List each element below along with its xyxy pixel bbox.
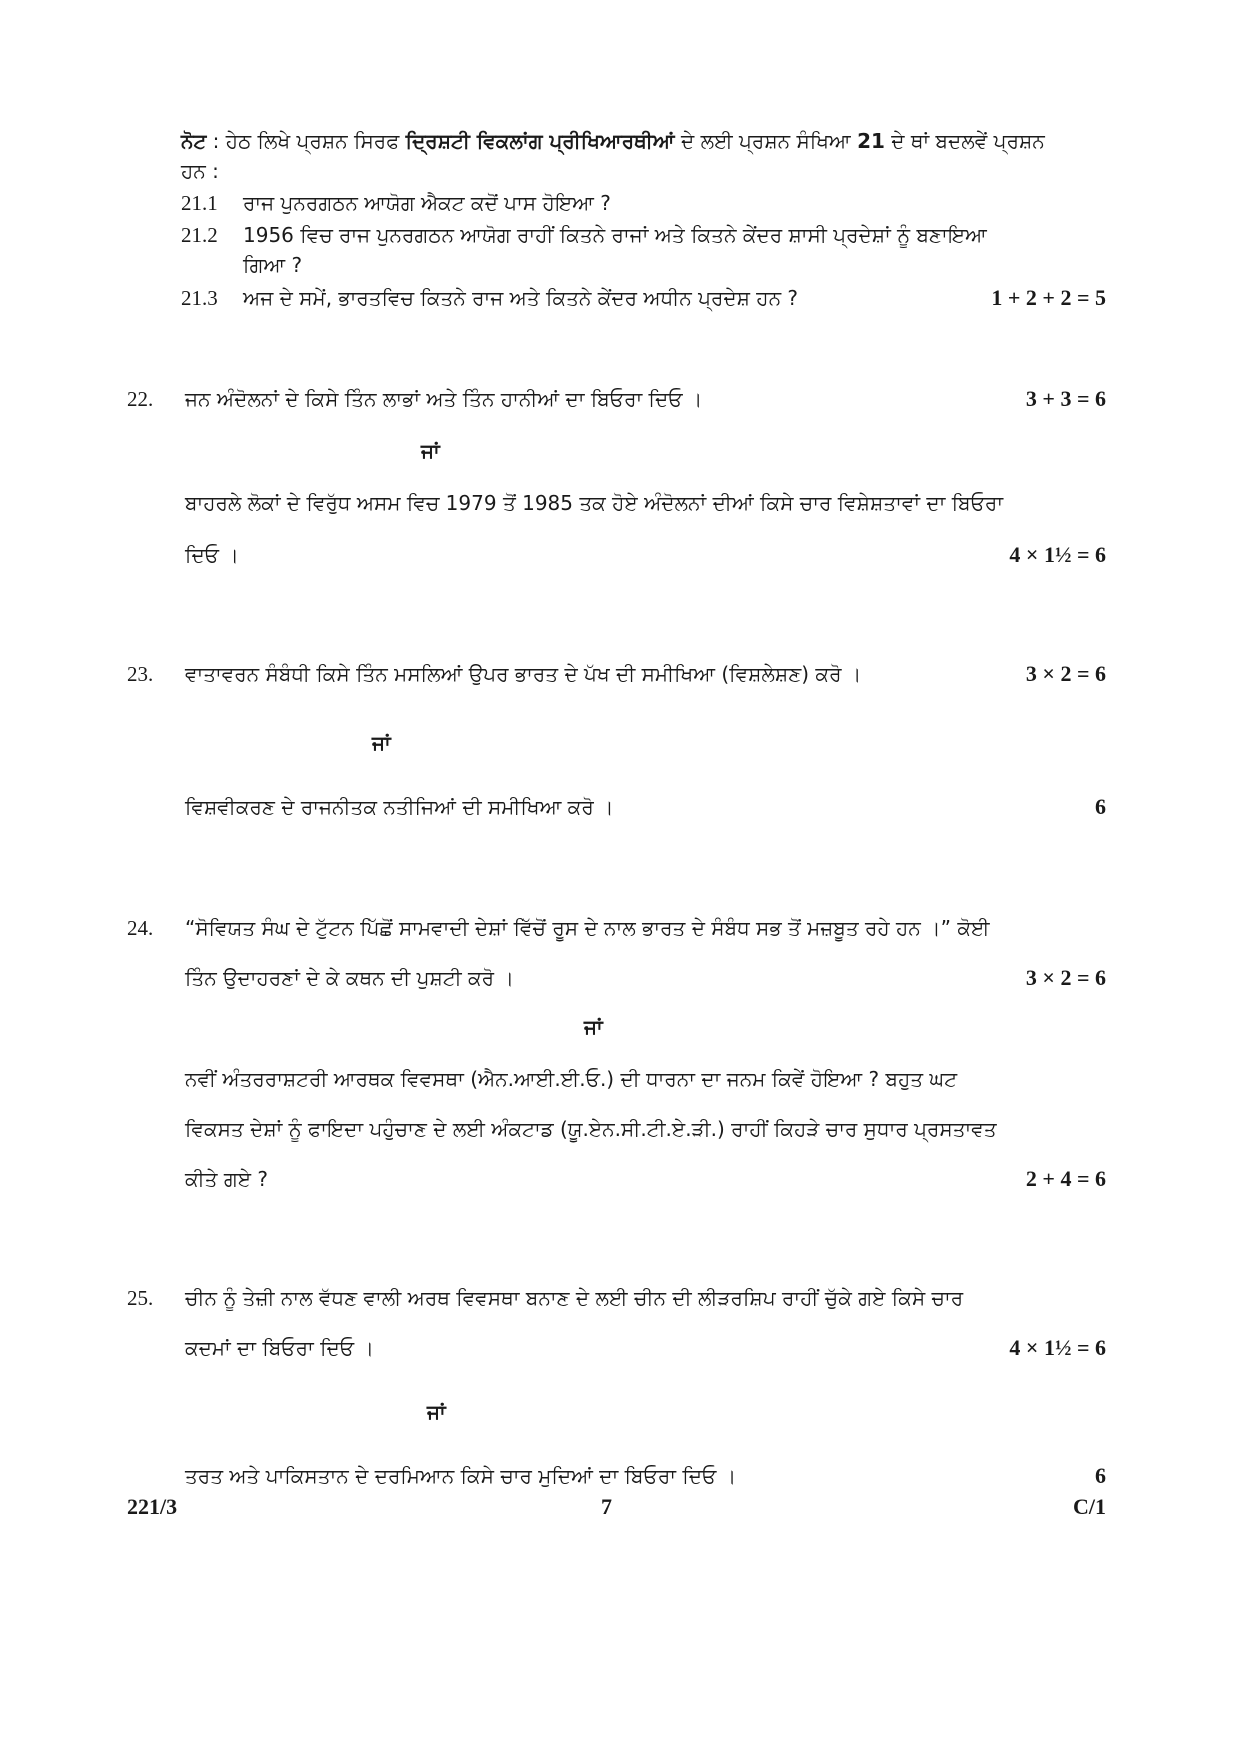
question-23-marks: 3 × 2 = 6 — [1025, 661, 1106, 686]
note-text-3: ਦੇ ਥਾਂ ਬਦਲਵੇਂ ਪ੍ਰਸ਼ਨ — [884, 129, 1045, 153]
subquestion-text: ਅਜ ਦੇ ਸਮੇਂ, ਭਾਰਤਵਿਚ ਕਿਤਨੇ ਰਾਜ ਅਤੇ ਕਿਤਨੇ ਕੇਂਦਰ ਅਧੀਨ ਪ੍ਰਦੇਸ਼ ਹਨ ? — [243, 286, 799, 310]
subquestion-number: 21.2 — [181, 223, 218, 247]
marks-21: 1 + 2 + 2 = 5 — [991, 285, 1106, 310]
subquestion-number: 21.1 — [181, 191, 218, 215]
question-24-alt-marks: 2 + 4 = 6 — [1025, 1166, 1106, 1191]
question-22-alt-line-1: ਬਾਹਰਲੇ ਲੋਕਾਂ ਦੇ ਵਿਰੁੱਧ ਅਸਮ ਵਿਚ 1979 ਤੋਂ 1985 ਤਕ ਹੋਏ ਅੰਦੋਲਨਾਂ ਦੀਆਂ ਕਿਸੇ ਚਾਰ ਵਿਸ਼ੇਸ਼ਤਾਵਾਂ ਦਾ ਬਿਓਰਾ — [185, 491, 1004, 515]
note-label: ਨੋਟ — [181, 129, 207, 153]
question-23-text: ਵਾਤਾਵਰਨ ਸੰਬੰਧੀ ਕਿਸੇ ਤਿੰਨ ਮਸਲਿਆਂ ਉਪਰ ਭਾਰਤ ਦੇ ਪੱਖ ਦੀ ਸਮੀਖਿਆ (ਵਿਸ਼ਲੇਸ਼ਣ) ਕਰੋ । — [185, 662, 862, 686]
question-22-alt-marks: 4 × 1½ = 6 — [1009, 542, 1106, 567]
subquestion-text: 1956 ਵਿਚ ਰਾਜ ਪੁਨਰਗਠਨ ਆਯੋਗ ਰਾਹੀਂ ਕਿਤਨੇ ਰਾਜਾਂ ਅਤੇ ਕਿਤਨੇ ਕੇਂਦਰ ਸ਼ਾਸੀ ਪ੍ਰਦੇਸ਼ਾਂ ਨੂੰ ਬਣਾਇਆ — [243, 223, 987, 247]
question-23-alt-line-1: ਵਿਸ਼ਵੀਕਰਣ ਦੇ ਰਾਜਨੀਤਕ ਨਤੀਜਿਆਂ ਦੀ ਸਮੀਖਿਆ ਕਰੋ । — [185, 795, 614, 819]
question-number-23: 23. — [127, 662, 154, 686]
note-line-2: ਹਨ : — [181, 159, 219, 183]
question-24-alt-line-2: ਵਿਕਸਤ ਦੇਸ਼ਾਂ ਨੂੰ ਫਾਇਦਾ ਪਹੁੰਚਾਣ ਦੇ ਲਈ ਅੰਕਟਾਡ (ਯੂ.ਏਨ.ਸੀ.ਟੀ.ਏ.ੜੀ.) ਰਾਹੀਂ ਕਿਹੜੇ ਚਾਰ ਸੁਧਾਰ ਪ੍ਰਸਤਾਵਤ — [185, 1117, 997, 1141]
question-23-alt-marks: 6 — [1095, 794, 1106, 819]
note-bold-group: ਦ੍ਰਿਸ਼ਟੀ ਵਿਕਲਾਂਗ ਪ੍ਰੀਖਿਆਰਥੀਆਂ — [405, 129, 675, 153]
or-label-22: ਜਾਂ — [421, 439, 440, 463]
question-25-line-1: ਚੀਨ ਨੂੰ ਤੇਜ਼ੀ ਨਾਲ ਵੱਧਣ ਵਾਲੀ ਅਰਥ ਵਿਵਸਥਾ ਬਨਾਣ ਦੇ ਲਈ ਚੀਨ ਦੀ ਲੀੜਰਸ਼ਿਪ ਰਾਹੀਂ ਚੁੱਕੇ ਗਏ ਕਿਸੇ ਚਾਰ — [185, 1286, 964, 1310]
question-24-line-1: “ਸੋਵਿਯਤ ਸੰਘ ਦੇ ਟੁੱਟਨ ਪਿੱਛੋਂ ਸਾਮਵਾਦੀ ਦੇਸ਼ਾਂ ਵਿੱਚੋਂ ਰੂਸ ਦੇ ਨਾਲ ਭਾਰਤ ਦੇ ਸੰਬੰਧ ਸਭ ਤੋਂ ਮਜ਼ਬੂਤ ਰਹੇ ਹਨ ।” ਕੋਈ — [185, 916, 990, 940]
note-text-1: ਹੇਠ ਲਿਖੇ ਪ੍ਰਸ਼ਨ ਸਿਰਫ — [225, 129, 406, 153]
or-label-25: ਜਾਂ — [427, 1400, 446, 1424]
footer-paper-code: 221/3 — [127, 1494, 178, 1519]
question-24-line-2: ਤਿੰਨ ਉਦਾਹਰਣਾਂ ਦੇ ਕੇ ਕਥਨ ਦੀ ਪੁਸ਼ਟੀ ਕਰੋ । — [185, 966, 514, 990]
question-25-marks: 4 × 1½ = 6 — [1009, 1335, 1106, 1360]
question-25-alt-marks: 6 — [1095, 1463, 1106, 1488]
question-25-alt-line-1: ਤਰਤ ਅਤੇ ਪਾਕਿਸਤਾਨ ਦੇ ਦਰਮਿਆਨ ਕਿਸੇ ਚਾਰ ਮੁਦਿਆਂ ਦਾ ਬਿਓਰਾ ਦਿਓ । — [185, 1464, 737, 1488]
note-question-number: 21 — [857, 129, 885, 153]
or-label-24: ਜਾਂ — [584, 1015, 603, 1039]
question-25-line-2: ਕਦਮਾਂ ਦਾ ਬਿਓਰਾ ਦਿਓ । — [185, 1336, 374, 1360]
question-24-marks: 3 × 2 = 6 — [1025, 965, 1106, 990]
note-text-2: ਦੇ ਲਈ ਪ੍ਰਸ਼ਨ ਸੰਖਿਆ — [674, 129, 858, 153]
question-22-marks: 3 + 3 = 6 — [1025, 386, 1106, 411]
footer-page-number: 7 — [601, 1494, 612, 1519]
subquestion-text: ਰਾਜ ਪੁਨਰਗਠਨ ਆਯੋਗ ਐਕਟ ਕਦੋਂ ਪਾਸ ਹੋਇਆ ? — [243, 191, 611, 215]
or-label-23: ਜਾਂ — [372, 731, 391, 755]
question-22-alt-line-2: ਦਿਓ । — [185, 543, 239, 567]
footer-set-code: C/1 — [1073, 1494, 1106, 1519]
subquestion-text-cont: ਗਿਆ ? — [243, 253, 303, 277]
question-number-25: 25. — [127, 1286, 154, 1310]
note-sep: : — [206, 129, 226, 153]
question-number-22: 22. — [127, 387, 154, 411]
question-22-text: ਜਨ ਅੰਦੋਲਨਾਂ ਦੇ ਕਿਸੇ ਤਿੰਨ ਲਾਭਾਂ ਅਤੇ ਤਿੰਨ ਹਾਨੀਆਂ ਦਾ ਬਿਓਰਾ ਦਿਓ । — [185, 387, 703, 411]
question-24-alt-line-1: ਨਵੀਂ ਅੰਤਰਰਾਸ਼ਟਰੀ ਆਰਥਕ ਵਿਵਸਥਾ (ਐਨ.ਆਈ.ਈ.ਓ.) ਦੀ ਧਾਰਨਾ ਦਾ ਜਨਮ ਕਿਵੇਂ ਹੋਇਆ ? ਬਹੁਤ ਘਟ — [185, 1067, 958, 1091]
question-number-24: 24. — [127, 916, 154, 940]
question-24-alt-line-3: ਕੀਤੇ ਗਏ ? — [185, 1167, 269, 1191]
subquestion-number: 21.3 — [181, 286, 218, 310]
note-line-1 — [181, 127, 1045, 155]
